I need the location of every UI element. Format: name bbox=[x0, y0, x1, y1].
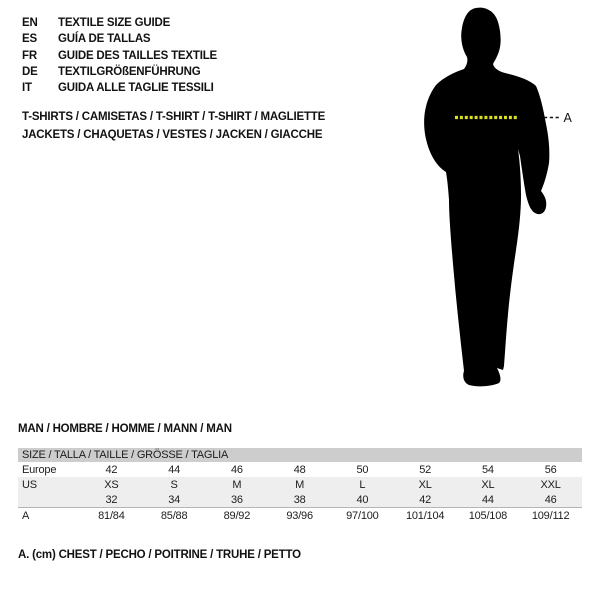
size-value: S bbox=[170, 478, 178, 491]
table-header: SIZE / TALLA / TAILLE / GRÖSSE / TAGLIA bbox=[18, 448, 582, 462]
size-value: 81/84 bbox=[98, 509, 125, 522]
size-value: 109/112 bbox=[531, 509, 570, 522]
size-value: 42 bbox=[105, 463, 118, 476]
measurement-footnote: A. (cm) CHEST / PECHO / POITRINE / TRUHE / PETTO bbox=[18, 549, 301, 561]
language-code: DE bbox=[22, 65, 38, 78]
table-row-us bbox=[18, 477, 582, 492]
guide-title: TEXTILE SIZE GUIDE bbox=[58, 17, 171, 29]
size-value: M bbox=[295, 478, 305, 491]
language-code: ES bbox=[22, 33, 37, 46]
size-value: 93/96 bbox=[286, 509, 313, 522]
size-value: 38 bbox=[293, 493, 306, 506]
size-value: 97/100 bbox=[346, 509, 379, 522]
category-jackets: JACKETS / CHAQUETAS / VESTES / JACKEN / GIACCHE bbox=[22, 128, 323, 141]
size-value: XXL bbox=[540, 478, 561, 491]
guide-title: GUÍA DE TALLAS bbox=[58, 33, 151, 46]
size-value: 44 bbox=[168, 463, 181, 476]
guide-title: TEXTILGRÖßENFÜHRUNG bbox=[58, 65, 201, 78]
size-value: XS bbox=[104, 478, 119, 491]
size-value: 44 bbox=[481, 493, 494, 506]
size-value: 56 bbox=[544, 463, 557, 476]
language-code: IT bbox=[22, 82, 32, 95]
section-heading-man: MAN / HOMBRE / HOMME / MANN / MAN bbox=[18, 423, 232, 435]
size-value: 40 bbox=[356, 493, 369, 506]
size-value: 46 bbox=[230, 463, 243, 476]
language-code: FR bbox=[22, 49, 37, 62]
table-header-row bbox=[18, 448, 582, 462]
table-row-europe bbox=[18, 462, 582, 477]
man-silhouette bbox=[424, 8, 549, 387]
size-value: 48 bbox=[293, 463, 306, 476]
measure-label-a: A bbox=[563, 111, 572, 125]
size-value: 32 bbox=[105, 493, 118, 506]
size-value: XL bbox=[481, 478, 495, 491]
size-value: L bbox=[359, 478, 366, 491]
language-code: EN bbox=[22, 17, 38, 29]
row-label: Europe bbox=[22, 463, 57, 476]
size-value: 52 bbox=[419, 463, 432, 476]
size-value: 89/92 bbox=[223, 509, 251, 522]
size-value: XL bbox=[418, 478, 432, 491]
size-value: 101/104 bbox=[405, 509, 445, 522]
category-tshirts: T-SHIRTS / CAMISETAS / T-SHIRT / T-SHIRT / MAGLIETTE bbox=[22, 111, 326, 123]
size-value: 50 bbox=[356, 463, 369, 476]
size-value: 85/88 bbox=[160, 509, 188, 522]
size-value: 46 bbox=[544, 493, 557, 506]
size-value: 36 bbox=[230, 493, 243, 506]
guide-title: GUIDA ALLE TAGLIE TESSILI bbox=[58, 82, 214, 95]
row-label: US bbox=[22, 478, 37, 491]
size-value: 54 bbox=[481, 463, 494, 476]
row-label bbox=[18, 492, 80, 508]
table-row-chest-cm bbox=[18, 508, 582, 524]
size-value: 105/108 bbox=[468, 509, 508, 522]
row-label: A bbox=[22, 509, 30, 522]
size-value: 34 bbox=[168, 493, 181, 506]
size-value: M bbox=[232, 478, 242, 491]
table-row-uk bbox=[18, 492, 582, 508]
size-value: 42 bbox=[419, 493, 432, 506]
guide-title: GUIDE DES TAILLES TEXTILE bbox=[58, 49, 217, 62]
size-table bbox=[18, 448, 582, 523]
